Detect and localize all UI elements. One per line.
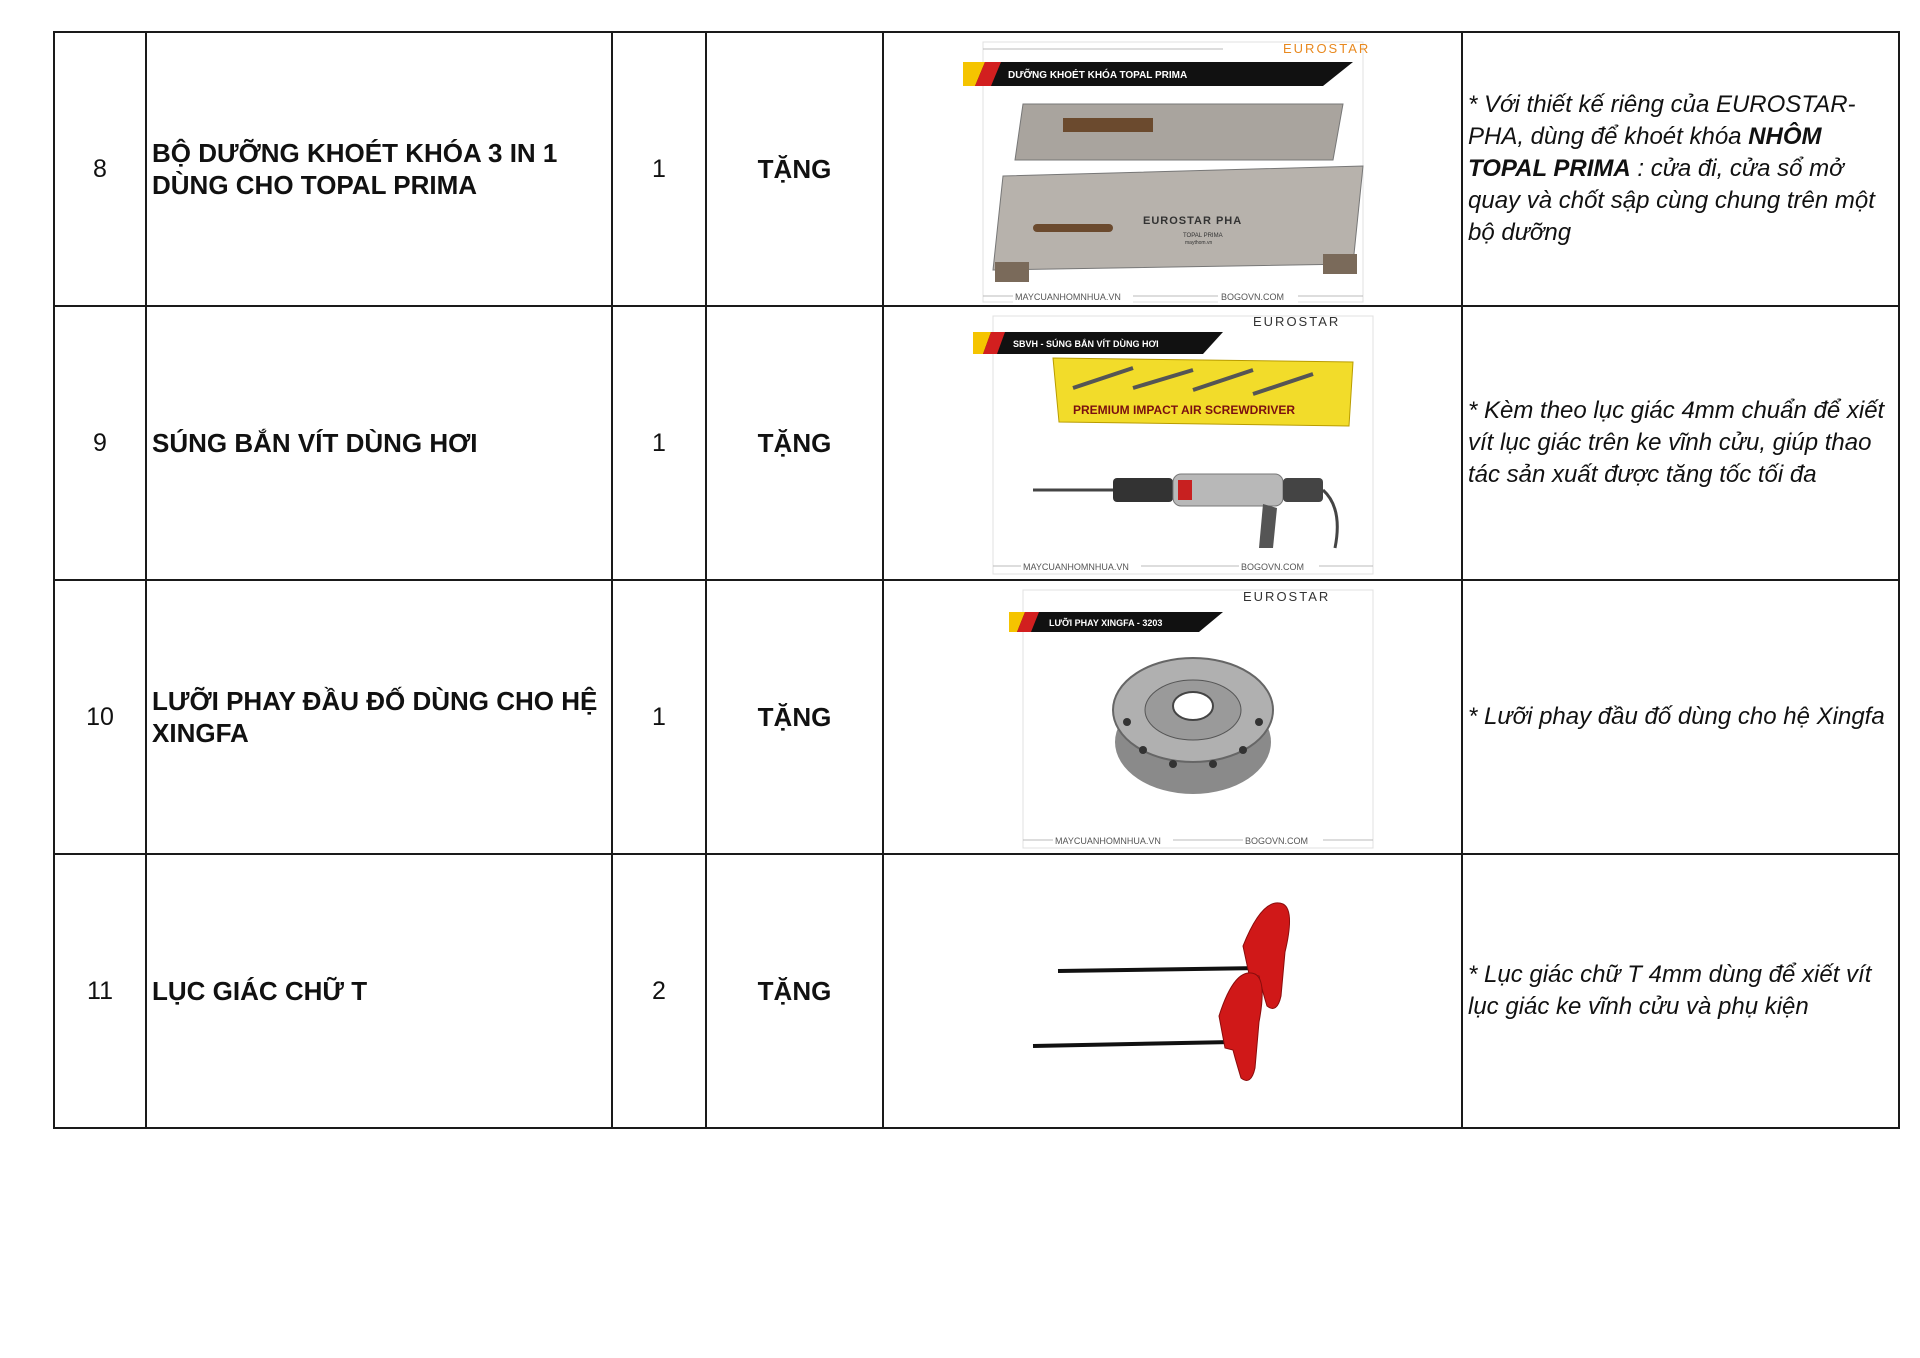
item-name: SÚNG BẮN VÍT DÙNG HƠI (146, 306, 612, 580)
footer-right: BOGOVN.COM (1240, 562, 1304, 572)
item-number: 10 (54, 580, 146, 854)
item-quantity: 1 (612, 306, 706, 580)
image-banner: LƯỠI PHAY XINGFA - 3203 (1048, 618, 1162, 628)
item-quantity: 1 (612, 32, 706, 306)
item-number: 8 (54, 32, 146, 306)
description-text: : cửa đi, cửa sổ mở quay và chốt sập cùng chung trên một bộ dưỡng (1468, 155, 1875, 246)
footer-left: MAYCUANHOMNHUA.VN (1022, 562, 1129, 572)
table-row (54, 306, 1899, 580)
description-text: * Với thiết kế riêng của EUROSTAR-PHA, dùng để khoét khóa (1468, 91, 1856, 150)
product-sub2: maythom.vn (1184, 240, 1212, 246)
footer-right: BOGOVN.COM (1220, 292, 1284, 302)
item-image-cell (883, 854, 1462, 1128)
item-status: TẶNG (706, 32, 883, 306)
footer-left: MAYCUANHOMNHUA.VN (1054, 836, 1161, 846)
item-number: 9 (54, 306, 146, 580)
product-image-air-screwdriver (963, 308, 1383, 578)
box-text: PREMIUM IMPACT AIR SCREWDRIVER (1072, 403, 1295, 417)
table-row (54, 854, 1899, 1128)
item-description: * Kèm theo lục giác 4mm chuẩn để xiết vít lục giác trên ke vĩnh cửu, giúp thao tác sản xuất được tăng tốc tối đa (1462, 306, 1899, 580)
product-table (53, 31, 1900, 1129)
item-image-cell (883, 580, 1462, 854)
product-image-milling-cutter (963, 582, 1383, 852)
item-number: 11 (54, 854, 146, 1128)
item-description: * Lục giác chữ T 4mm dùng để xiết vít lục giác ke vĩnh cửu và phụ kiện (1462, 854, 1899, 1128)
item-status: TẶNG (706, 580, 883, 854)
item-name: LỤC GIÁC CHỮ T (146, 854, 612, 1128)
footer-right: BOGOVN.COM (1244, 836, 1308, 846)
table-row (54, 32, 1899, 306)
product-image-lock-jig (963, 34, 1383, 304)
brand-label: EUROSTAR (1282, 41, 1370, 56)
item-status: TẶNG (706, 854, 883, 1128)
item-image-cell (883, 32, 1462, 306)
item-description (1462, 32, 1899, 306)
product-image-t-hex-keys (963, 856, 1383, 1126)
product-sub: TOPAL PRIMA (1182, 233, 1223, 239)
footer-left: MAYCUANHOMNHUA.VN (1014, 292, 1121, 302)
brand-label: EUROSTAR (1242, 589, 1330, 604)
table-row (54, 580, 1899, 854)
item-quantity: 1 (612, 580, 706, 854)
item-image-cell (883, 306, 1462, 580)
description-highlight: NHÔM TOPAL PRIMA (1468, 123, 1822, 182)
item-name: BỘ DƯỠNG KHOÉT KHÓA 3 IN 1 DÙNG CHO TOPAL PRIMA (146, 32, 612, 306)
item-name: LƯỠI PHAY ĐẦU ĐỐ DÙNG CHO HỆ XINGFA (146, 580, 612, 854)
item-status: TẶNG (706, 306, 883, 580)
image-banner: DƯỠNG KHOÉT KHÓA TOPAL PRIMA (1007, 70, 1187, 81)
product-mark: EUROSTAR PHA (1142, 215, 1242, 227)
item-description: * Lưỡi phay đầu đố dùng cho hệ Xingfa (1462, 580, 1899, 854)
item-quantity: 2 (612, 854, 706, 1128)
brand-label: EUROSTAR (1252, 314, 1340, 329)
image-banner: SBVH - SÚNG BẮN VÍT DÙNG HƠI (1012, 339, 1159, 349)
